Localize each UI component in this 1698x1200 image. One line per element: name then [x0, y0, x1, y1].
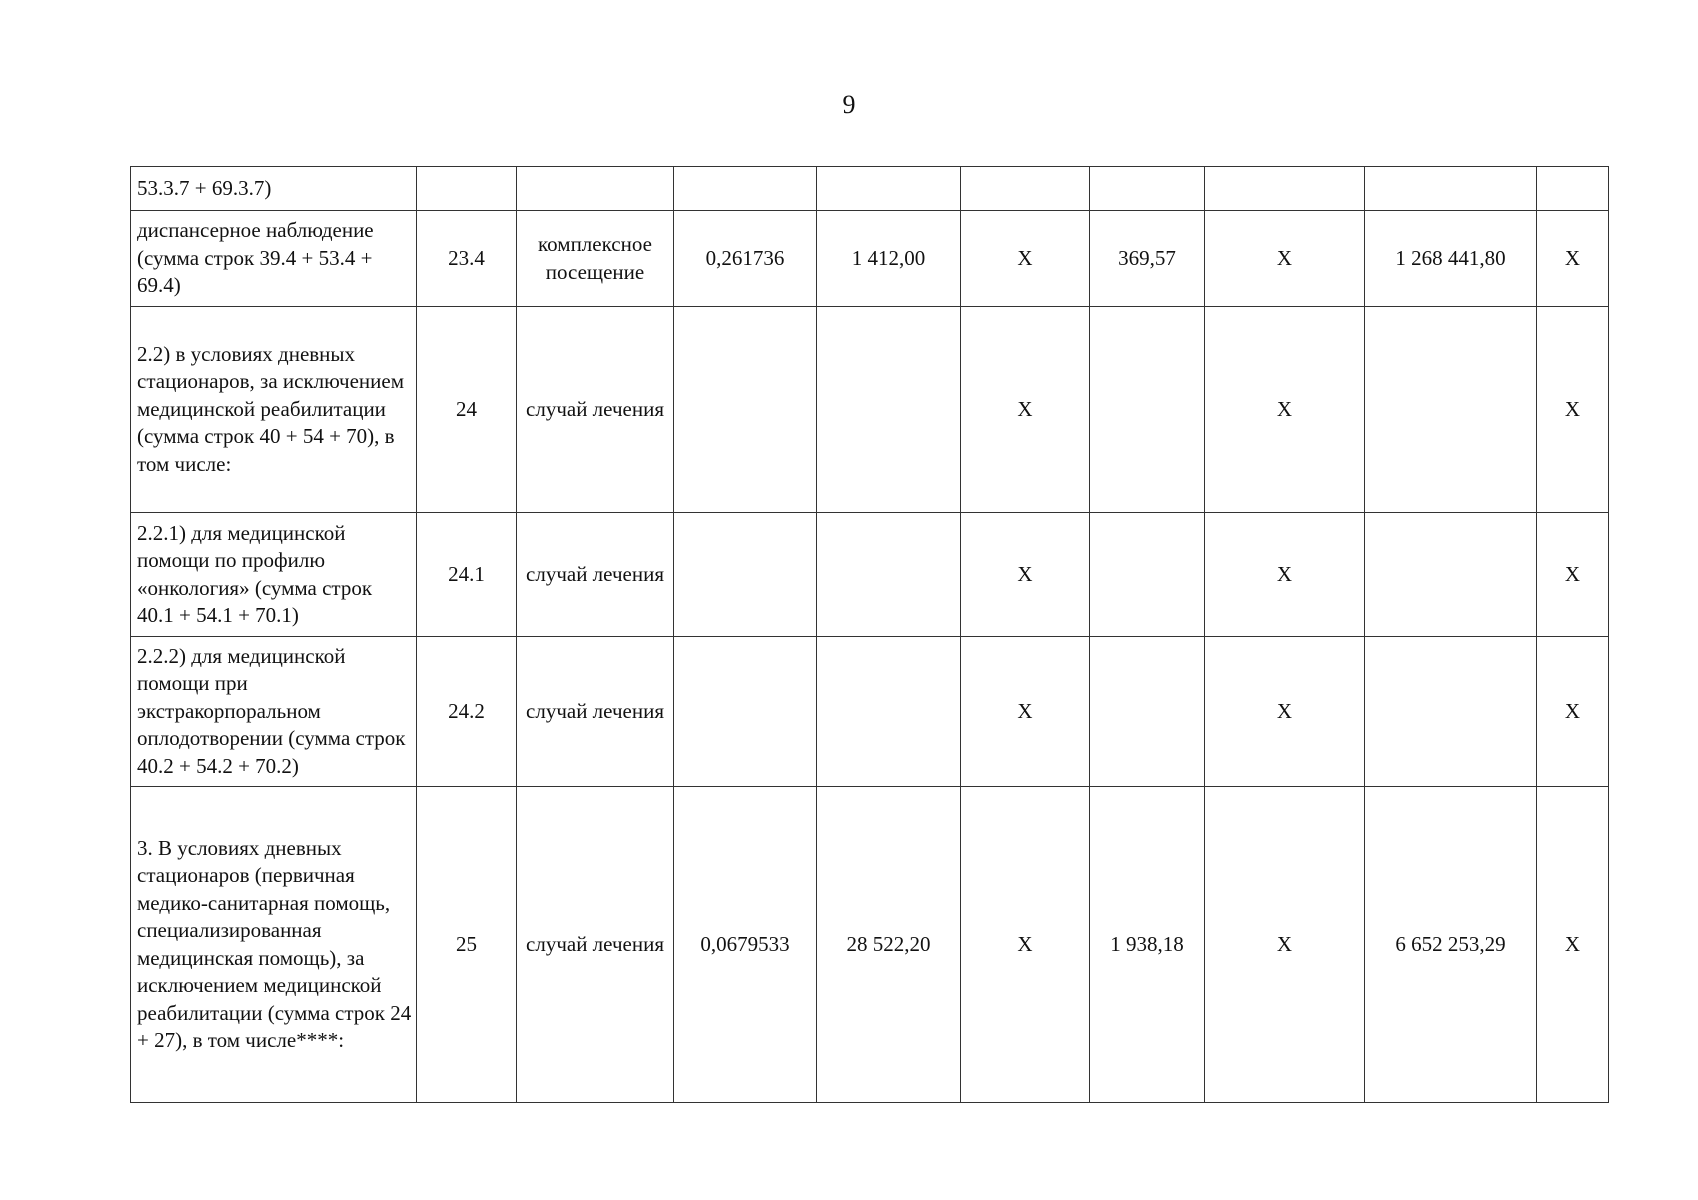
value-cell-2: 1 412,00: [817, 211, 961, 307]
unit-cell: [517, 211, 674, 307]
row-description: 2.2.2) для медицинской помощи при экстракорпоральном оплодотворении (сумма строк 40.2 + 54.2 + 70.2): [131, 637, 417, 787]
row-number: [417, 167, 517, 211]
x-mark-1: X: [961, 307, 1090, 513]
value-cell-3: 1 938,18: [1090, 787, 1205, 1103]
unit-label: случай лечения: [526, 396, 664, 421]
x-mark-2: X: [1205, 513, 1365, 637]
value-cell-2: [817, 513, 961, 637]
data-table: [130, 166, 1609, 1103]
value-cell-4: [1365, 637, 1537, 787]
x-mark-3: [1537, 167, 1609, 211]
table-row: [131, 307, 1609, 513]
x-mark-2: X: [1205, 211, 1365, 307]
unit-cell: [517, 513, 674, 637]
value-cell-2: 28 522,20: [817, 787, 961, 1103]
value-cell-3: [1090, 513, 1205, 637]
value-cell-3: [1090, 307, 1205, 513]
unit-label: случай лечения: [526, 561, 664, 586]
value-cell-4: [1365, 307, 1537, 513]
row-description: 2.2.1) для медицинской помощи по профилю «онкология» (сумма строк 40.1 + 54.1 + 70.1): [131, 513, 417, 637]
x-mark-2: [1205, 167, 1365, 211]
row-number: 24.2: [417, 637, 517, 787]
table-row: [131, 211, 1609, 307]
page-number: 9: [842, 90, 856, 119]
x-mark-3: X: [1537, 211, 1609, 307]
x-mark-3: X: [1537, 307, 1609, 513]
row-number: 24.1: [417, 513, 517, 637]
unit-cell: [517, 167, 674, 211]
x-mark-2: X: [1205, 637, 1365, 787]
x-mark-2: X: [1205, 307, 1365, 513]
x-mark-3: X: [1537, 513, 1609, 637]
value-cell-1: [674, 637, 817, 787]
x-mark-1: X: [961, 513, 1090, 637]
table-row: [131, 513, 1609, 637]
unit-label: случай лечения: [526, 698, 664, 723]
x-mark-2: X: [1205, 787, 1365, 1103]
unit-label: комплексное посещение: [538, 232, 652, 284]
value-cell-4: [1365, 167, 1537, 211]
value-cell-3: [1090, 167, 1205, 211]
value-cell-2: [817, 637, 961, 787]
value-cell-3: [1090, 637, 1205, 787]
value-cell-4: 1 268 441,80: [1365, 211, 1537, 307]
value-cell-1: [674, 307, 817, 513]
row-number: 25: [417, 787, 517, 1103]
value-cell-1: [674, 167, 817, 211]
x-mark-3: X: [1537, 787, 1609, 1103]
table-row: [131, 637, 1609, 787]
value-cell-4: 6 652 253,29: [1365, 787, 1537, 1103]
row-description: 3. В условиях дневных стационаров (первичная медико-санитарная помощь, специализированная медицинская помощь), за исключением медицинской реабилитации (сумма строк 24 + 27), в том числе****:: [131, 787, 417, 1103]
x-mark-3: X: [1537, 637, 1609, 787]
value-cell-1: 0,0679533: [674, 787, 817, 1103]
x-mark-1: X: [961, 637, 1090, 787]
x-mark-1: X: [961, 787, 1090, 1103]
unit-label: случай лечения: [526, 931, 664, 956]
value-cell-2: [817, 167, 961, 211]
table-row: [131, 787, 1609, 1103]
row-number: 23.4: [417, 211, 517, 307]
value-cell-3: 369,57: [1090, 211, 1205, 307]
value-cell-1: [674, 513, 817, 637]
table-row: [131, 167, 1609, 211]
unit-cell: [517, 307, 674, 513]
unit-cell: [517, 637, 674, 787]
value-cell-4: [1365, 513, 1537, 637]
row-number: 24: [417, 307, 517, 513]
row-description: 53.3.7 + 69.3.7): [131, 167, 417, 211]
row-description: 2.2) в условиях дневных стационаров, за исключением медицинской реабилитации (сумма строк 40 + 54 + 70), в том числе:: [131, 307, 417, 513]
value-cell-2: [817, 307, 961, 513]
unit-cell: [517, 787, 674, 1103]
row-description: диспансерное наблюдение (сумма строк 39.4 + 53.4 + 69.4): [131, 211, 417, 307]
x-mark-1: X: [961, 211, 1090, 307]
value-cell-1: 0,261736: [674, 211, 817, 307]
x-mark-1: [961, 167, 1090, 211]
